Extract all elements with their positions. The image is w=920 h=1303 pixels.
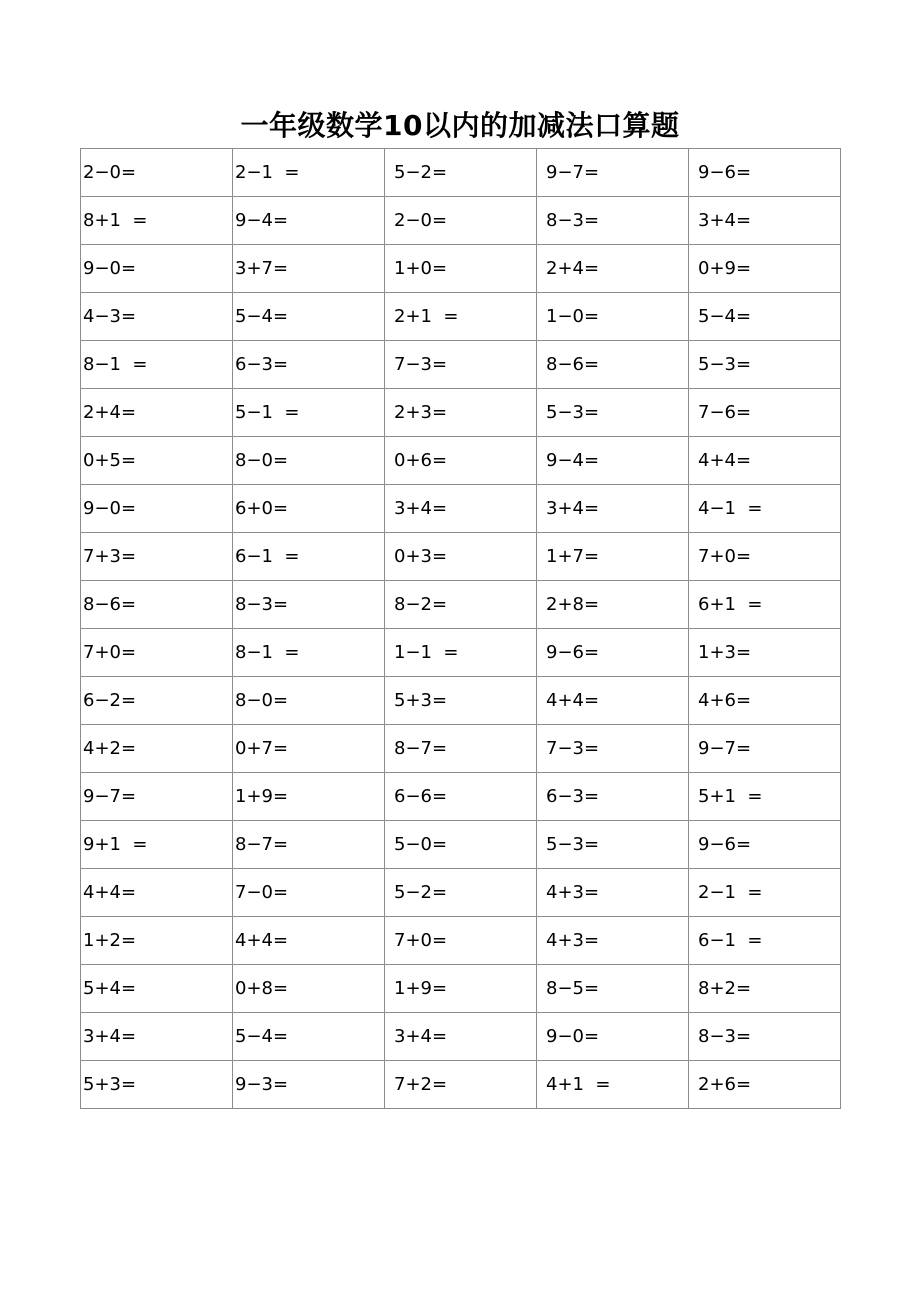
- problem-cell: 2+4=: [537, 245, 689, 293]
- problem-cell: 4+6=: [689, 677, 841, 725]
- problem-cell: 2+8=: [537, 581, 689, 629]
- problem-cell: 8−3=: [233, 581, 385, 629]
- table-row: [81, 1061, 841, 1109]
- table-row: [81, 341, 841, 389]
- table-row: [81, 581, 841, 629]
- table-row: [81, 725, 841, 773]
- problem-cell: 5−2=: [385, 869, 537, 917]
- problem-cell: 9−3=: [233, 1061, 385, 1109]
- table-row: [81, 485, 841, 533]
- problem-cell: 5−0=: [385, 821, 537, 869]
- problem-cell: 6−2=: [81, 677, 233, 725]
- problem-cell: 1+7=: [537, 533, 689, 581]
- problem-cell: 5+1 =: [689, 773, 841, 821]
- problem-cell: 5+3=: [385, 677, 537, 725]
- problem-cell: 2+1 =: [385, 293, 537, 341]
- problem-cell: 9−4=: [537, 437, 689, 485]
- table-row: [81, 245, 841, 293]
- problem-cell: 3+4=: [689, 197, 841, 245]
- problem-cell: 8−1 =: [233, 629, 385, 677]
- problem-cell: 0+6=: [385, 437, 537, 485]
- problem-cell: 6+0=: [233, 485, 385, 533]
- table-row: [81, 389, 841, 437]
- problem-cell: 8−0=: [233, 677, 385, 725]
- problem-cell: 8−5=: [537, 965, 689, 1013]
- problem-cell: 8+1 =: [81, 197, 233, 245]
- problem-cell: 9−0=: [81, 485, 233, 533]
- problem-cell: 5−4=: [689, 293, 841, 341]
- problem-cell: 5−2=: [385, 149, 537, 197]
- problem-cell: 4+1 =: [537, 1061, 689, 1109]
- problem-cell: 6−1 =: [689, 917, 841, 965]
- problem-cell: 9−4=: [233, 197, 385, 245]
- problem-cell: 7−6=: [689, 389, 841, 437]
- table-row: [81, 773, 841, 821]
- problem-cell: 6−6=: [385, 773, 537, 821]
- problem-cell: 9+1 =: [81, 821, 233, 869]
- problem-cell: 3+4=: [385, 1013, 537, 1061]
- problem-cell: 8−7=: [233, 821, 385, 869]
- table-row: [81, 629, 841, 677]
- problem-cell: 2+3=: [385, 389, 537, 437]
- problem-cell: 8−0=: [233, 437, 385, 485]
- problem-cell: 2−1 =: [689, 869, 841, 917]
- problem-cell: 7+2=: [385, 1061, 537, 1109]
- problem-cell: 9−7=: [81, 773, 233, 821]
- problem-cell: 3+4=: [81, 1013, 233, 1061]
- problem-cell: 0+7=: [233, 725, 385, 773]
- problem-cell: 8−2=: [385, 581, 537, 629]
- table-row: [81, 821, 841, 869]
- table-row: [81, 533, 841, 581]
- problem-cell: 6−3=: [537, 773, 689, 821]
- problem-cell: 8−3=: [689, 1013, 841, 1061]
- problem-cell: 2+4=: [81, 389, 233, 437]
- problem-cell: 2−1 =: [233, 149, 385, 197]
- problem-cell: 2−0=: [385, 197, 537, 245]
- problem-cell: 9−6=: [689, 821, 841, 869]
- problem-cell: 1+9=: [385, 965, 537, 1013]
- problem-cell: 4+3=: [537, 869, 689, 917]
- problem-cell: 9−0=: [81, 245, 233, 293]
- problem-cell: 9−7=: [537, 149, 689, 197]
- problem-cell: 3+7=: [233, 245, 385, 293]
- table-row: [81, 965, 841, 1013]
- table-row: [81, 437, 841, 485]
- problem-cell: 4+4=: [233, 917, 385, 965]
- problem-cell: 3+4=: [537, 485, 689, 533]
- problem-cell: 0+8=: [233, 965, 385, 1013]
- problem-table-body: [81, 149, 841, 1109]
- problem-cell: 0+9=: [689, 245, 841, 293]
- problem-cell: 2+6=: [689, 1061, 841, 1109]
- problem-cell: 4−3=: [81, 293, 233, 341]
- arithmetic-problem-table: [80, 148, 841, 1109]
- page-title: 一年级数学10以内的加减法口算题: [240, 109, 680, 142]
- problem-cell: 9−6=: [537, 629, 689, 677]
- problem-cell: 1−1 =: [385, 629, 537, 677]
- problem-cell: 4+4=: [537, 677, 689, 725]
- table-row: [81, 869, 841, 917]
- problem-cell: 8−7=: [385, 725, 537, 773]
- problem-cell: 4+3=: [537, 917, 689, 965]
- problem-cell: 5−3=: [689, 341, 841, 389]
- problem-cell: 5−4=: [233, 1013, 385, 1061]
- problem-cell: 4+2=: [81, 725, 233, 773]
- problem-cell: 6+1 =: [689, 581, 841, 629]
- problem-cell: 9−7=: [689, 725, 841, 773]
- problem-cell: 4+4=: [81, 869, 233, 917]
- problem-cell: 7−0=: [233, 869, 385, 917]
- problem-cell: 5−1 =: [233, 389, 385, 437]
- problem-cell: 3+4=: [385, 485, 537, 533]
- problem-cell: 8−3=: [537, 197, 689, 245]
- table-row: [81, 917, 841, 965]
- problem-cell: 8−1 =: [81, 341, 233, 389]
- problem-cell: 0+5=: [81, 437, 233, 485]
- problem-cell: 0+3=: [385, 533, 537, 581]
- problem-cell: 1+2=: [81, 917, 233, 965]
- problem-cell: 5−3=: [537, 389, 689, 437]
- problem-cell: 7+0=: [689, 533, 841, 581]
- problem-cell: 7−3=: [385, 341, 537, 389]
- table-row: [81, 197, 841, 245]
- problem-cell: 5+4=: [81, 965, 233, 1013]
- table-row: [81, 1013, 841, 1061]
- problem-cell: 9−6=: [689, 149, 841, 197]
- problem-cell: 5+3=: [81, 1061, 233, 1109]
- problem-cell: 4−1 =: [689, 485, 841, 533]
- problem-cell: 1+9=: [233, 773, 385, 821]
- problem-cell: 1+3=: [689, 629, 841, 677]
- problem-cell: 7−3=: [537, 725, 689, 773]
- problem-cell: 1−0=: [537, 293, 689, 341]
- problem-cell: 6−1 =: [233, 533, 385, 581]
- problem-cell: 8−6=: [81, 581, 233, 629]
- table-row: [81, 293, 841, 341]
- problem-cell: 1+0=: [385, 245, 537, 293]
- problem-cell: 6−3=: [233, 341, 385, 389]
- table-row: [81, 149, 841, 197]
- table-row: [81, 677, 841, 725]
- problem-cell: 7+0=: [385, 917, 537, 965]
- problem-cell: 8+2=: [689, 965, 841, 1013]
- problem-cell: 9−0=: [537, 1013, 689, 1061]
- problem-cell: 7+0=: [81, 629, 233, 677]
- problem-cell: 2−0=: [81, 149, 233, 197]
- problem-cell: 8−6=: [537, 341, 689, 389]
- problem-cell: 5−3=: [537, 821, 689, 869]
- problem-cell: 7+3=: [81, 533, 233, 581]
- problem-cell: 4+4=: [689, 437, 841, 485]
- problem-cell: 5−4=: [233, 293, 385, 341]
